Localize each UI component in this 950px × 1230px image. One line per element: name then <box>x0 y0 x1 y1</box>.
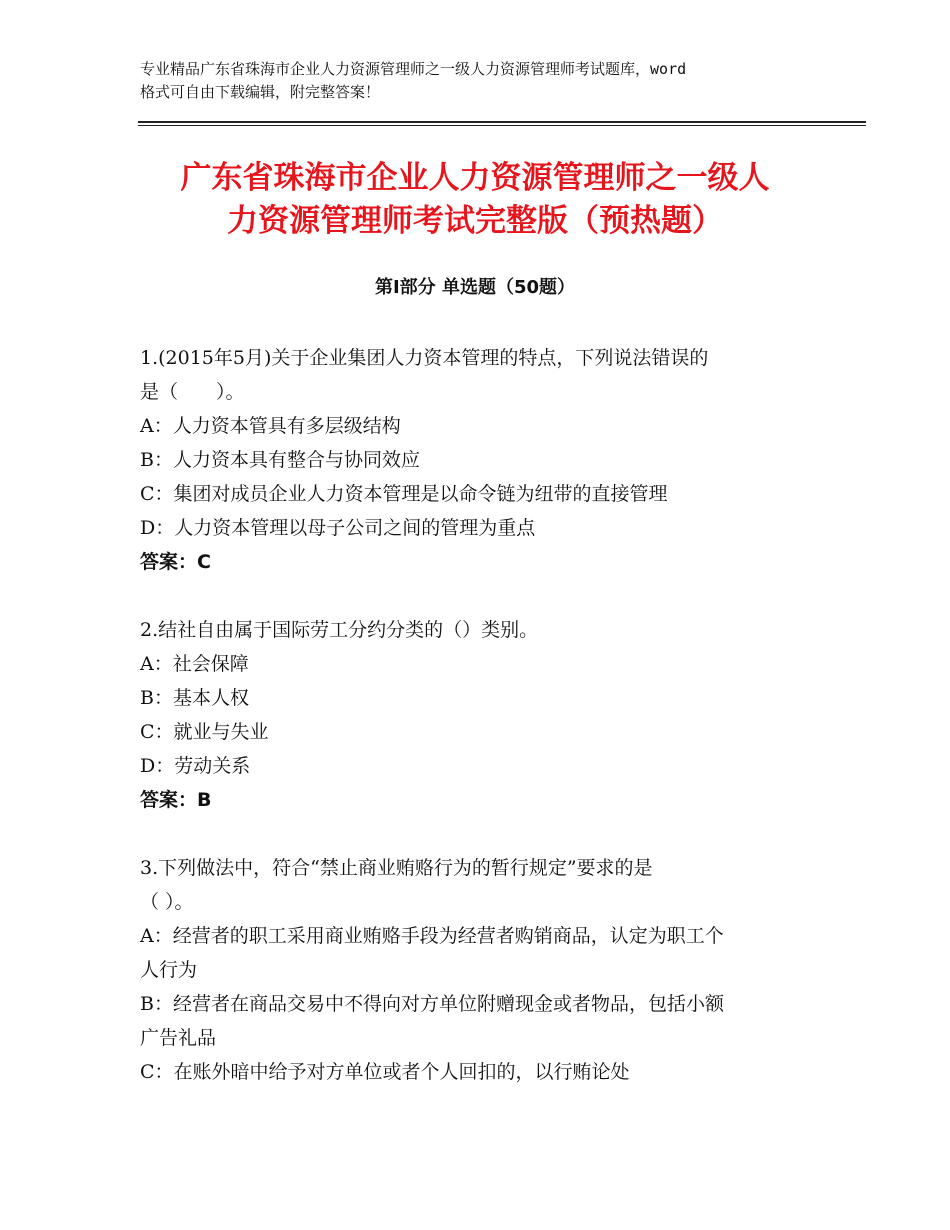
question-2 <box>140 613 820 817</box>
question-stem-line: 是（ ）。 <box>140 381 245 403</box>
question-1 <box>140 341 820 579</box>
answer-label: 答案：C <box>140 551 211 573</box>
option-b: B：人力资本具有整合与协同效应 <box>140 449 420 471</box>
option-a: A：社会保障 <box>140 653 249 675</box>
option-c: C：在账外暗中给予对方单位或者个人回扣的，以行贿论处 <box>140 1061 630 1083</box>
option-d: D：劳动关系 <box>140 755 251 777</box>
question-stem-line: 2.结社自由属于国际劳工分约分类的（）类别。 <box>140 619 539 641</box>
question-3 <box>140 851 820 1089</box>
header-note <box>140 58 830 104</box>
option-d: D：人力资本管理以母子公司之间的管理为重点 <box>140 517 536 539</box>
header-divider-thin <box>138 125 866 126</box>
option-b: B：经营者在商品交易中不得向对方单位附赠现金或者物品，包括小额 <box>140 993 724 1015</box>
question-list <box>140 341 820 1123</box>
option-b-continued: 广告礼品 <box>140 1027 217 1049</box>
header-note-line-1: 专业精品广东省珠海市企业人力资源管理师之一级人力资源管理师考试题库，word <box>140 60 687 78</box>
question-stem-line: 3.下列做法中，符合“禁止商业贿赂行为的暂行规定”要求的是 <box>140 857 653 879</box>
header-divider-thick <box>138 121 866 123</box>
document-title-line-2: 力资源管理师考试完整版（预热题） <box>227 203 723 239</box>
option-c: C：就业与失业 <box>140 721 269 743</box>
question-stem-line: （ ）。 <box>140 891 194 913</box>
section-heading: 第Ⅰ部分 单选题（50题） <box>374 277 575 298</box>
document-title-line-1: 广东省珠海市企业人力资源管理师之一级人 <box>180 160 770 196</box>
answer-label: 答案：B <box>140 789 212 811</box>
document-title <box>140 157 810 243</box>
question-stem-line: 1.(2015年5月)关于企业集团人力资本管理的特点，下列说法错误的 <box>140 347 709 369</box>
option-c: C：集团对成员企业人力资本管理是以命令链为纽带的直接管理 <box>140 483 668 505</box>
header-note-line-2: 格式可自由下载编辑，附完整答案！ <box>140 83 381 101</box>
option-a: A：经营者的职工采用商业贿赂手段为经营者购销商品，认定为职工个 <box>140 925 724 947</box>
option-a: A：人力资本管具有多层级结构 <box>140 415 401 437</box>
option-b: B：基本人权 <box>140 687 249 709</box>
option-a-continued: 人行为 <box>140 959 198 981</box>
